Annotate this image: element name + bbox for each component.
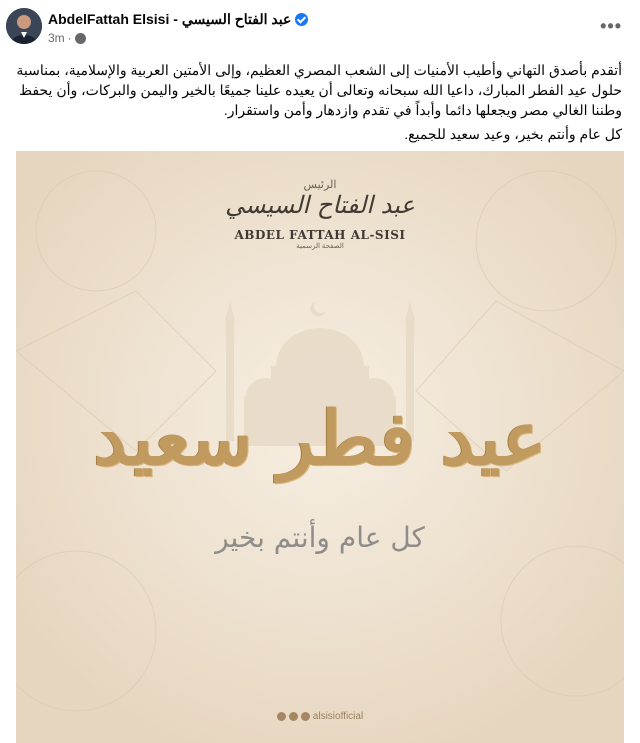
eid-subtitle: كل عام وأنتم بخير (215, 521, 425, 554)
author-name-text[interactable]: AbdelFattah Elsisi - عبد الفتاح السيسي (48, 11, 292, 27)
post-header (0, 0, 640, 58)
post-time[interactable]: 3m (48, 31, 65, 45)
post-image[interactable] (16, 151, 624, 743)
post-meta (48, 31, 86, 45)
eid-greeting: عيد فطر سعيد (93, 396, 547, 482)
social-handle (16, 711, 624, 722)
twitter-icon (301, 712, 310, 721)
post-paragraph: أتقدم بأصدق التهاني وأطيب الأمنيات إلى الشعب المصري العظيم، وإلى الأمتين العربية والإسلامية، بمناسبة حلول عيد الفطر المبارك، داعيا الله سبحانه وتعالى أن يعيده علينا جميعًا بالخير واليمن والبركات، وأن يحفظ وطننا الغالي مصر ويجعلها دائما وأبداً في تقدم وازدهار وأمن واستقرار. (16, 62, 622, 118)
president-name-arabic: عبد الفتاح السيسي (225, 191, 415, 219)
meta-separator: · (67, 31, 72, 45)
post-text (16, 60, 622, 144)
handle-text: alsisiofficial (312, 711, 364, 722)
verified-badge-icon (295, 13, 308, 26)
official-page-label: الصفحة الرسمية (296, 243, 344, 250)
avatar[interactable] (6, 8, 42, 44)
globe-icon (75, 33, 86, 44)
facebook-icon (277, 712, 286, 721)
more-options-button[interactable]: ••• (600, 16, 622, 36)
instagram-icon (289, 712, 298, 721)
author-name[interactable] (48, 11, 308, 28)
president-title: الرئيس (303, 178, 337, 191)
president-name-english: ABDEL FATTAH AL-SISI (234, 228, 406, 242)
post-paragraph: كل عام وأنتم بخير، وعيد سعيد للجميع. (404, 126, 622, 142)
